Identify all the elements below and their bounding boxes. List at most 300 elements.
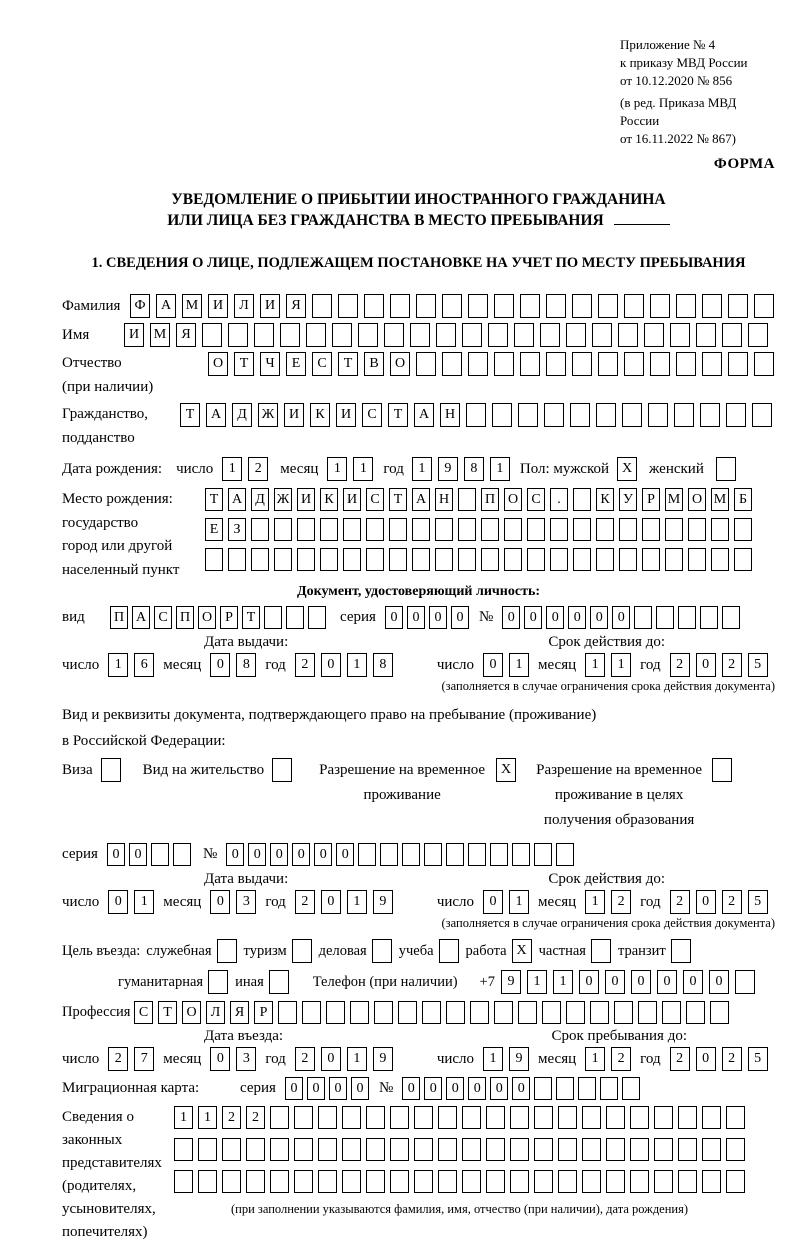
form-cell: 0: [226, 843, 244, 866]
form-cell: У: [619, 488, 637, 511]
form-cell: [678, 606, 696, 629]
form-cell: 2: [611, 890, 631, 914]
form-cell: С: [154, 606, 172, 629]
form-cell: Б: [734, 488, 752, 511]
form-cell: [700, 403, 720, 427]
doc-series-label: серия: [340, 609, 376, 625]
temp-residence-option: [316, 758, 516, 808]
birth-year-cells: [412, 457, 510, 481]
sex-label: Пол: мужской: [519, 460, 610, 477]
issue-month-cells: [210, 890, 256, 914]
form-cell: [665, 518, 683, 541]
form-cell: [520, 294, 540, 318]
form-cell: [462, 323, 482, 347]
form-cell: [665, 548, 683, 571]
form-cell: [246, 1138, 265, 1161]
residence-doc-types: [62, 758, 775, 833]
form-cell: П: [176, 606, 194, 629]
form-cell: [674, 403, 694, 427]
form-cell: 2: [108, 1047, 128, 1071]
form-cell: [468, 352, 488, 376]
entry-date: число 2 7 месяц 0 3 год 2 0 1 9: [62, 1047, 393, 1071]
legal-representatives-note: (при заполнении указываются фамилия, имя, отчество (при наличии), дата рождения): [230, 1202, 689, 1216]
patronymic-cells: [208, 352, 774, 376]
legal-representatives-label: Сведения о законных представителях (родителях, усыновителях, попечителях): [62, 1109, 162, 1240]
form-cell: [546, 352, 566, 376]
form-cell: [292, 939, 312, 963]
form-cell: 0: [612, 606, 630, 629]
form-cell: Я: [286, 294, 306, 318]
form-cell: 0: [631, 970, 651, 994]
form-cell: [748, 323, 768, 347]
form-cell: 3: [236, 1047, 256, 1071]
form-cell: [222, 1138, 241, 1161]
form-cell: 0: [307, 1077, 325, 1100]
form-cell: [542, 1001, 561, 1024]
visa-label: Виза: [62, 762, 93, 778]
birth-day-cells: [222, 457, 268, 481]
form-cell: 6: [134, 653, 154, 677]
form-cell: 1: [198, 1106, 217, 1129]
purpose-work: работа X: [466, 939, 532, 963]
form-cell: [656, 606, 674, 629]
surname-cells: [130, 294, 774, 318]
residence-permit-option: [143, 758, 292, 782]
identity-validity-note: (заполняется в случае ограничения срока действия документа): [441, 679, 775, 693]
field-patronymic: [62, 352, 775, 399]
form-cell: [600, 1077, 618, 1100]
form-cell: [297, 548, 315, 571]
form-cell: 0: [546, 606, 564, 629]
appendix-reference: [620, 36, 775, 148]
form-cell: [722, 323, 742, 347]
form-cell: [702, 1106, 721, 1129]
form-cell: [436, 323, 456, 347]
form-cell: [716, 457, 736, 481]
form-cell: [504, 548, 522, 571]
entry-month-cells: [210, 1047, 256, 1071]
form-cell: А: [414, 403, 434, 427]
form-cell: [546, 294, 566, 318]
form-cell: [688, 518, 706, 541]
form-cell: [410, 323, 430, 347]
purpose-official: служебная: [146, 939, 236, 963]
entry-purpose-row2: [118, 970, 775, 994]
form-cell: К: [320, 488, 338, 511]
form-cell: 1: [134, 890, 154, 914]
name-cells: [124, 323, 768, 347]
form-cell: Т: [180, 403, 200, 427]
form-cell: [343, 518, 361, 541]
form-cell: [544, 403, 564, 427]
name-label: Имя: [62, 326, 90, 343]
form-cell: [302, 1001, 321, 1024]
form-cell: [228, 323, 248, 347]
profession-label: Профессия: [62, 1004, 131, 1020]
temp-residence-label: Разрешение на временное проживание: [319, 762, 486, 803]
form-cell: [702, 352, 722, 376]
form-cell: [366, 548, 384, 571]
form-cell: [380, 843, 398, 866]
phone-cells: [501, 970, 755, 994]
form-cell: [402, 843, 420, 866]
form-cell: 0: [210, 653, 230, 677]
form-cell: [338, 294, 358, 318]
form-cell: [442, 294, 462, 318]
form-cell: [173, 843, 191, 866]
form-cell: [686, 1001, 705, 1024]
form-cell: И: [124, 323, 144, 347]
form-cell: И: [208, 294, 228, 318]
residence-doc-series-number: [62, 843, 775, 866]
form-cell: 1: [611, 653, 631, 677]
form-cell: 0: [568, 606, 586, 629]
form-cell: [618, 323, 638, 347]
purpose-private: частная: [539, 939, 611, 963]
form-cell: [566, 1001, 585, 1024]
form-cell: 0: [321, 1047, 341, 1071]
form-cell: 0: [605, 970, 625, 994]
form-cell: [582, 1106, 601, 1129]
form-cell: [688, 548, 706, 571]
form-cell: 2: [248, 457, 268, 481]
form-cell: [622, 1077, 640, 1100]
form-cell: Р: [642, 488, 660, 511]
form-cell: [624, 352, 644, 376]
form-cell: 8: [464, 457, 484, 481]
form-cell: [712, 758, 732, 782]
form-cell: Т: [389, 488, 407, 511]
form-cell: 1: [490, 457, 510, 481]
form-cell: [726, 403, 746, 427]
form-cell: [558, 1138, 577, 1161]
form-cell: [598, 352, 618, 376]
form-cell: [700, 606, 718, 629]
form-cell: [342, 1138, 361, 1161]
form-cell: [550, 548, 568, 571]
residence-permit-label: Вид на жительство: [142, 762, 265, 778]
form-cell: [614, 1001, 633, 1024]
doc-type-cells: [110, 606, 326, 629]
form-cell: 0: [329, 1077, 347, 1100]
form-cell: X: [617, 457, 637, 481]
form-cell: 2: [670, 1047, 690, 1071]
form-cell: 9: [501, 970, 521, 994]
form-cell: [734, 518, 752, 541]
form-cell: [624, 294, 644, 318]
valid-year-cells: [670, 890, 768, 914]
visa-checkbox: [101, 758, 121, 782]
identity-dates: [62, 653, 775, 677]
form-cell: [728, 352, 748, 376]
form-cell: [622, 403, 642, 427]
form-cell: [366, 1106, 385, 1129]
form-cell: [366, 518, 384, 541]
form-cell: [174, 1138, 193, 1161]
form-cell: [270, 1138, 289, 1161]
form-cell: 0: [579, 970, 599, 994]
form-cell: И: [284, 403, 304, 427]
form-cell: 9: [373, 1047, 393, 1071]
form-cell: 1: [347, 653, 367, 677]
form-cell: [412, 518, 430, 541]
form-cell: [318, 1106, 337, 1129]
form-cell: Ч: [260, 352, 280, 376]
form-cell: [494, 1001, 513, 1024]
form-cell: 2: [246, 1106, 265, 1129]
birth-month-cells: [327, 457, 373, 481]
form-cell: М: [182, 294, 202, 318]
residence-permit-checkbox: [272, 758, 292, 782]
birthplace-cells-row3: [205, 548, 752, 571]
form-cell: [274, 518, 292, 541]
form-cell: [596, 518, 614, 541]
form-cell: [619, 518, 637, 541]
entry-day-cells: [108, 1047, 154, 1071]
form-cell: 2: [722, 1047, 742, 1071]
form-cell: [556, 1077, 574, 1100]
form-cell: Т: [338, 352, 358, 376]
issue-day-cells: [108, 890, 154, 914]
form-cell: 0: [210, 1047, 230, 1071]
form-cell: [598, 294, 618, 318]
form-cell: [198, 1170, 217, 1193]
form-cell: [630, 1106, 649, 1129]
phone-prefix: +7: [479, 973, 495, 990]
form-cell: [416, 352, 436, 376]
sex-female-label: женский: [649, 460, 704, 477]
form-cell: [578, 1077, 596, 1100]
form-cell: [550, 518, 568, 541]
form-cell: 0: [657, 970, 677, 994]
form-cell: [416, 294, 436, 318]
form-cell: 1: [553, 970, 573, 994]
form-cell: [306, 323, 326, 347]
form-cell: [534, 843, 552, 866]
form-cell: [390, 1138, 409, 1161]
form-cell: [752, 403, 772, 427]
form-cell: [343, 548, 361, 571]
residence-doc-intro: Вид и реквизиты документа, подтверждающего право на пребывание (проживание) в Российской Федерации:: [62, 707, 597, 749]
form-cell: [374, 1001, 393, 1024]
form-cell: [510, 1170, 529, 1193]
entry-purpose-row: [62, 939, 775, 963]
purpose-transit: транзит: [618, 939, 691, 963]
form-cell: [174, 1170, 193, 1193]
form-cell: Д: [251, 488, 269, 511]
form-cell: [198, 1138, 217, 1161]
form-cell: 3: [236, 890, 256, 914]
form-cell: М: [711, 488, 729, 511]
form-cell: О: [198, 606, 216, 629]
form-cell: 2: [722, 653, 742, 677]
form-cell: [438, 1106, 457, 1129]
form-cell: 2: [670, 890, 690, 914]
form-cell: [486, 1170, 505, 1193]
form-cell: [642, 518, 660, 541]
form-cell: [280, 323, 300, 347]
form-cell: [702, 1138, 721, 1161]
form-cell: [644, 323, 664, 347]
form-cell: [558, 1170, 577, 1193]
field-identity-doc: [62, 606, 775, 629]
form-cell: 0: [451, 606, 469, 629]
form-cell: [606, 1106, 625, 1129]
entry-year-cells: [295, 1047, 393, 1071]
form-cell: [711, 548, 729, 571]
form-cell: 1: [585, 653, 605, 677]
form-cell: 0: [314, 843, 332, 866]
form-cell: [462, 1106, 481, 1129]
form-cell: [208, 970, 228, 994]
form-cell: Ф: [130, 294, 150, 318]
form-cell: [390, 294, 410, 318]
form-cell: [435, 518, 453, 541]
form-cell: [414, 1138, 433, 1161]
form-cell: [438, 1138, 457, 1161]
form-cell: Н: [440, 403, 460, 427]
form-cell: [446, 1001, 465, 1024]
form-cell: 0: [696, 890, 716, 914]
valid-year-cells: [670, 653, 768, 677]
form-cell: [297, 518, 315, 541]
form-cell: 0: [512, 1077, 530, 1100]
form-cell: [662, 1001, 681, 1024]
form-cell: [591, 939, 611, 963]
permit-series-cells: [107, 843, 191, 866]
form-cell: 0: [402, 1077, 420, 1100]
form-cell: [650, 352, 670, 376]
edu-residence-label: Разрешение на временное проживание в целях получения образования: [536, 762, 703, 828]
form-cell: [389, 548, 407, 571]
form-cell: 0: [424, 1077, 442, 1100]
form-cell: [151, 843, 169, 866]
day-word: число: [176, 460, 214, 477]
form-cell: А: [132, 606, 150, 629]
visa-option: [62, 758, 121, 782]
form-cell: [384, 323, 404, 347]
form-cell: [726, 1138, 745, 1161]
form-cell: [205, 548, 223, 571]
form-cell: [619, 548, 637, 571]
form-cell: [648, 403, 668, 427]
form-cell: [702, 294, 722, 318]
patronymic-label: Отчество (при наличии): [62, 355, 154, 395]
form-cell: [735, 970, 755, 994]
form-cell: [318, 1170, 337, 1193]
form-cell: 9: [438, 457, 458, 481]
form-cell: [466, 403, 486, 427]
form-cell: Л: [234, 294, 254, 318]
residence-validity-note: (заполняется в случае ограничения срока действия документа): [441, 916, 775, 930]
sex-male-checkbox: [617, 457, 637, 481]
migration-card-label: Миграционная карта:: [62, 1080, 200, 1096]
purpose-label: Цель въезда:: [62, 942, 141, 959]
form-cell: [650, 294, 670, 318]
migration-series-label: серия: [240, 1080, 276, 1096]
appendix-line: к приказу МВД России: [620, 55, 748, 70]
phone-label: Телефон (при наличии): [312, 973, 458, 990]
form-cell: 0: [468, 1077, 486, 1100]
form-cell: [494, 352, 514, 376]
form-cell: З: [228, 518, 246, 541]
form-cell: [486, 1106, 505, 1129]
stay-until-date: число 1 9 месяц 1 2 год 2 0 2 5: [437, 1047, 768, 1071]
form-cell: [358, 843, 376, 866]
field-surname: [62, 294, 775, 318]
temp-residence-checkbox: [496, 758, 516, 782]
form-cell: 2: [222, 1106, 241, 1129]
identity-valid-date: число 0 1 месяц 1 1 год 2 0 2 5: [437, 653, 768, 677]
permit-number-label: №: [202, 846, 218, 862]
purpose-business: деловая: [319, 939, 392, 963]
appendix-amendment-line: (в ред. Приказа МВД России: [620, 95, 737, 128]
appendix-line: Приложение № 4: [620, 37, 716, 52]
form-cell: [527, 518, 545, 541]
form-cell: 1: [509, 890, 529, 914]
form-cell: Е: [205, 518, 223, 541]
form-cell: [556, 843, 574, 866]
form-cell: 0: [336, 843, 354, 866]
form-cell: [754, 352, 774, 376]
form-cell: [372, 939, 392, 963]
form-cell: [308, 606, 326, 629]
form-cell: [582, 1170, 601, 1193]
form-cell: И: [260, 294, 280, 318]
form-cell: 0: [429, 606, 447, 629]
form-cell: И: [343, 488, 361, 511]
form-cell: С: [312, 352, 332, 376]
form-cell: [251, 548, 269, 571]
form-cell: [518, 1001, 537, 1024]
form-cell: [412, 548, 430, 571]
residence-valid-date: число 0 1 месяц 1 2 год 2 0 2 5: [437, 890, 768, 914]
birthplace-cells-row2: [205, 518, 752, 541]
year-word: год: [383, 460, 404, 477]
field-name: [62, 323, 775, 347]
form-cell: 1: [483, 1047, 503, 1071]
form-cell: [286, 606, 304, 629]
form-cell: Т: [205, 488, 223, 511]
form-cell: Д: [232, 403, 252, 427]
form-cell: 0: [446, 1077, 464, 1100]
form-cell: 0: [483, 653, 503, 677]
form-cell: 0: [483, 890, 503, 914]
purpose-study: учеба: [399, 939, 459, 963]
form-cell: В: [364, 352, 384, 376]
identity-doc-heading: Документ, удостоверяющий личность:: [296, 584, 541, 599]
form-cell: [490, 843, 508, 866]
form-cell: [510, 1106, 529, 1129]
form-cell: [446, 843, 464, 866]
until-year-cells: [670, 1047, 768, 1071]
field-birthplace: [62, 488, 775, 582]
purpose-tourism: туризм: [244, 939, 312, 963]
identity-date-labels: [62, 634, 775, 651]
form-cell: [254, 323, 274, 347]
residence-dates: [62, 890, 775, 914]
form-cell: [638, 1001, 657, 1024]
form-cell: 0: [285, 1077, 303, 1100]
valid-day-cells: [483, 890, 529, 914]
form-cell: [217, 939, 237, 963]
form-cell: 0: [210, 890, 230, 914]
form-cell: [350, 1001, 369, 1024]
form-cell: 0: [292, 843, 310, 866]
form-cell: [671, 939, 691, 963]
form-cell: [294, 1106, 313, 1129]
form-cell: [462, 1138, 481, 1161]
